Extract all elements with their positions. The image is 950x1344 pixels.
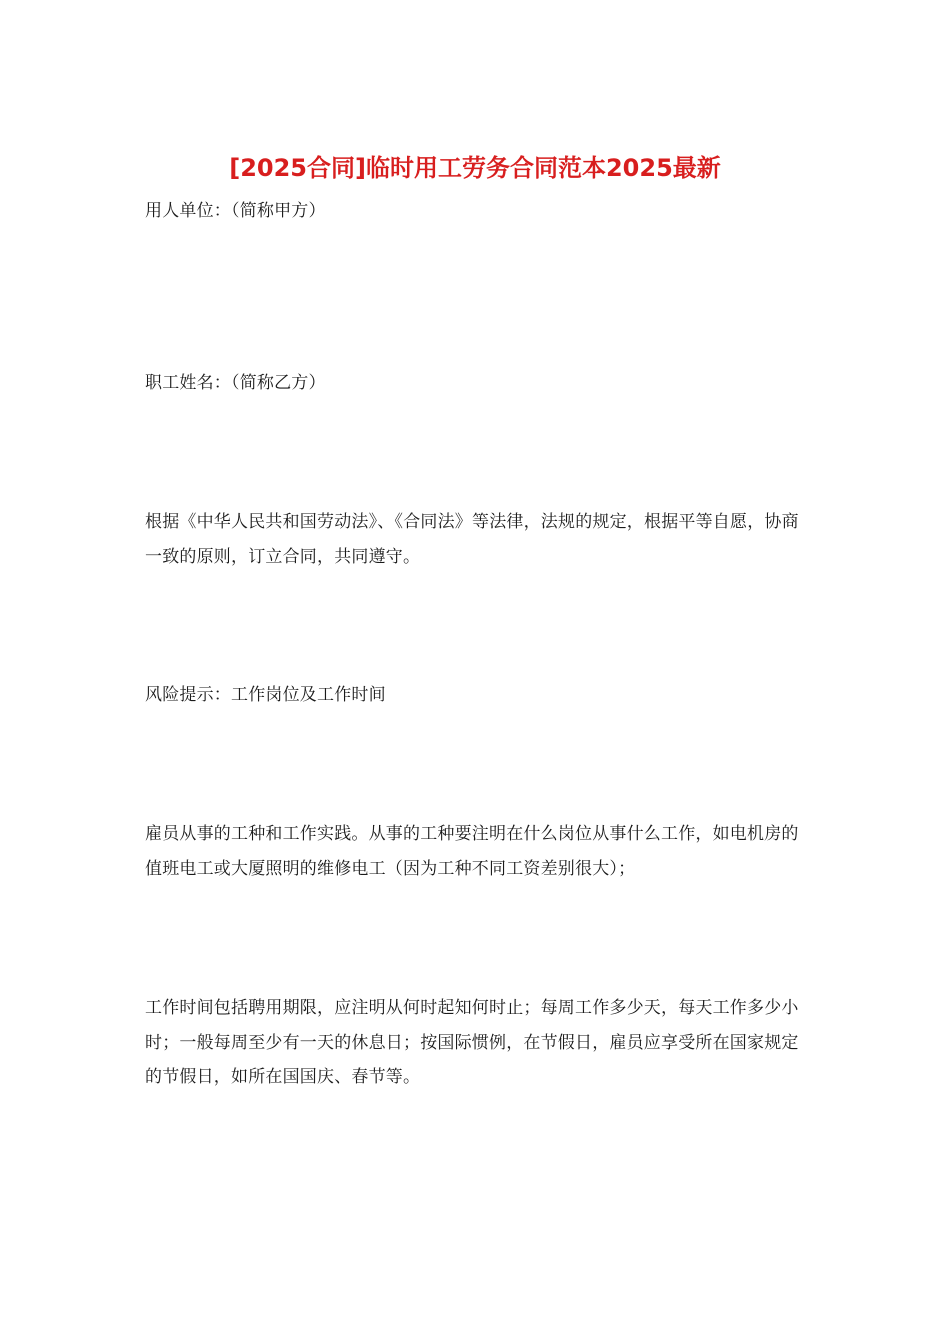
- document-title: [2025合同]临时用工劳务合同范本2025最新: [229, 154, 721, 182]
- legal-basis-paragraph: 根据《中华人民共和国劳动法》、《合同法》等法律，法规的规定，根据平等自愿，协商一致的原则，订立合同，共同遵守。: [145, 512, 799, 567]
- job-type-paragraph: 雇员从事的工种和工作实践。从事的工种要注明在什么岗位从事什么工作，如电机房的值班电工或大厦照明的维修电工（因为工种不同工资差别很大）；: [145, 824, 799, 879]
- working-time-paragraph: 工作时间包括聘用期限，应注明从何时起知何时止；每周工作多少天，每天工作多少小时；一般每周至少有一天的休息日；按国际惯例，在节假日，雇员应享受所在国家规定的节假日，如所在国国庆、春节等。: [145, 998, 799, 1087]
- employer-line: 用人单位：（简称甲方）: [145, 201, 326, 221]
- risk-notice-heading: 风险提示：工作岗位及工作时间: [145, 685, 386, 705]
- employee-line: 职工姓名：（简称乙方）: [145, 373, 326, 393]
